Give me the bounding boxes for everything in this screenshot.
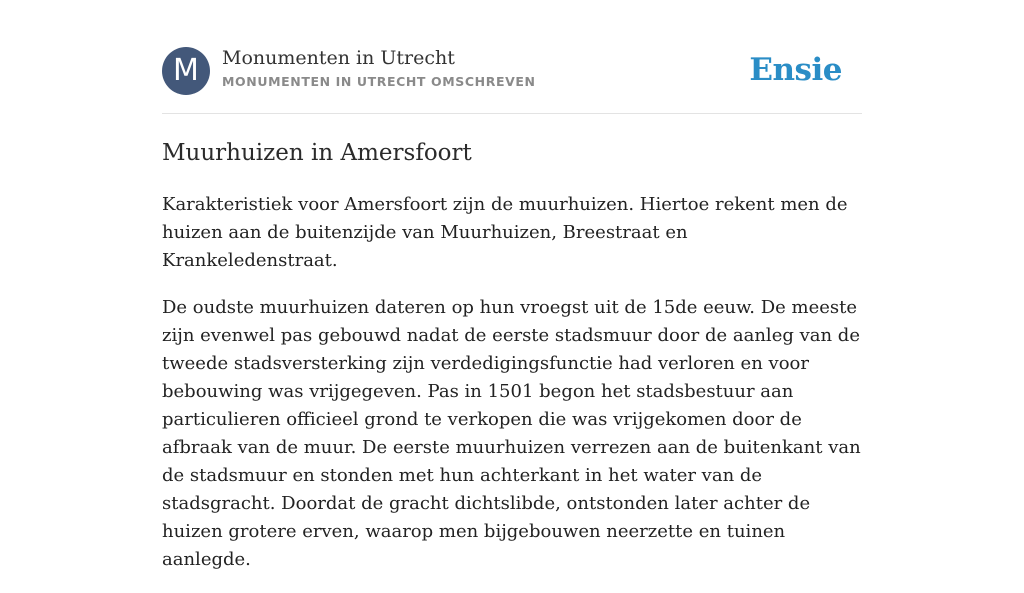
article	[162, 137, 862, 593]
site-title[interactable]: Monumenten in Utrecht	[222, 47, 455, 69]
article-paragraph-2: De oudste muurhuizen dateren op hun vroegst uit de 15de eeuw. De meeste zijn evenwel pas gebouwd nadat de eerste stadsmuur door de aanleg van de tweede stadsversterking zijn verdedigingsfunctie had verloren en voor bebouwing was vrijgegeven. Pas in 1501 begon het stadsbestuur aan particulieren officieel grond te verkopen die was vrijgekomen door de afbraak van de muur. De eerste muurhuizen verrezen aan de buitenkant van de stadsmuur en stonden met hun achterkant in het water van de stadsgracht. Doordat de gracht dichtslibde, ontstonden later achter de huizen grotere erven, waarop men bijgebouwen neerzette en tuinen aanlegde.	[162, 297, 861, 570]
avatar[interactable]: M	[162, 47, 210, 95]
site-header	[162, 46, 862, 96]
site-subtitle: MONUMENTEN IN UTRECHT OMSCHREVEN	[222, 74, 536, 89]
brand-logo[interactable]: Ensie	[749, 52, 842, 88]
article-paragraph-1: Karakteristiek voor Amersfoort zijn de muurhuizen. Hiertoe rekent men de huizen aan de buitenzijde van Muurhuizen, Breestraat en Krankeledenstraat.	[162, 194, 848, 271]
article-title: Muurhuizen in Amersfoort	[162, 140, 472, 166]
header-divider	[162, 113, 862, 114]
